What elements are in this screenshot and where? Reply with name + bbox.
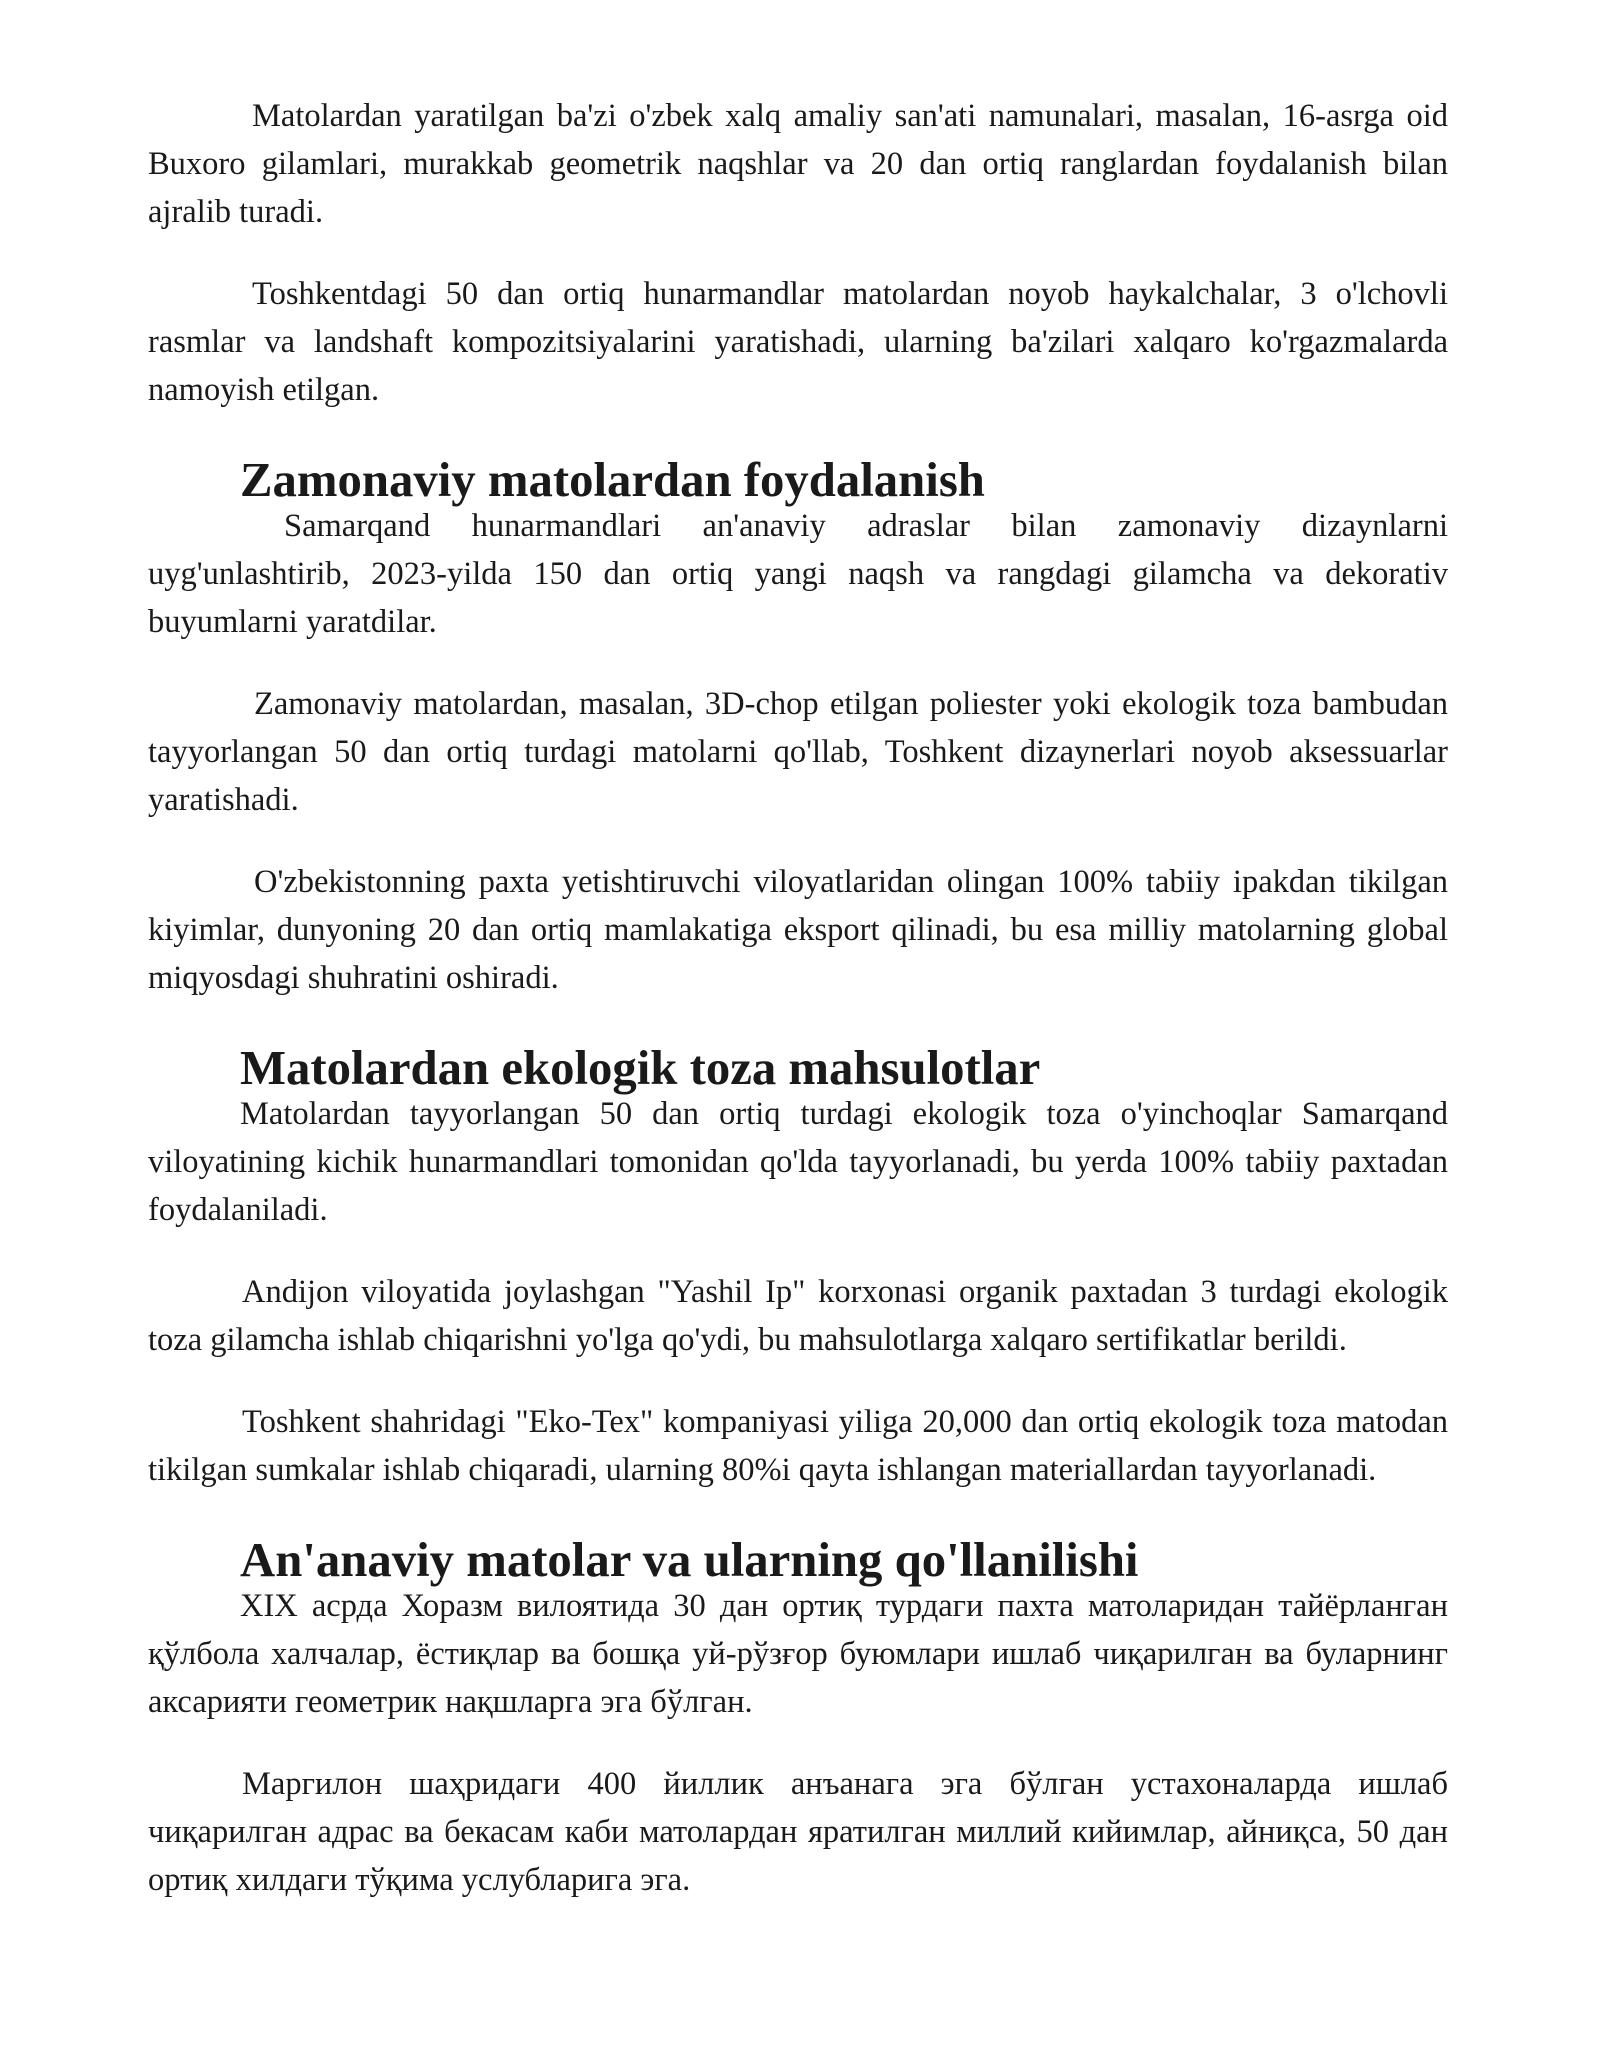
section-heading-eco-products: Matolardan ekologik toza mahsulotlar [240, 1041, 1041, 1095]
paragraph-eko-tex: Toshkent shahridagi "Eko-Tex" kompaniyasi yiliga 20,000 dan ortiq ekologik toza matodan tikilgan sumkalar ishlab chiqaradi, ularning 80%i qayta ishlangan materiallardan tayyorlanadi. [148, 1404, 1448, 1488]
paragraph-khorezm-textiles: XIX асрда Хоразм вилоятида 30 дан ортиқ турдаги пахта матоларидан тайёрланган қўлбола халчалар, ёстиқлар ва бошқа уй-рўзғор буюмлари ишлаб чиқарилган ва буларнинг аксарияти геометрик нақшларга эга бўлган. [148, 1588, 1448, 1720]
paragraph-silk-export: O'zbekistonning paxta yetishtiruvchi viloyatlaridan olingan 100% tabiiy ipakdan tikilgan kiyimlar, dunyoning 20 dan ortiq mamlakatiga eksport qilinadi, bu esa milliy matolarning global miqyosdagi shuhratini oshiradi. [148, 864, 1448, 996]
paragraph-eco-toys: Matolardan tayyorlangan 50 dan ortiq turdagi ekologik toza o'yinchoqlar Samarqand viloyatining kichik hunarmandlari tomonidan qo'lda tayyorlanadi, bu yerda 100% tabiiy paxtadan foydalaniladi. [148, 1096, 1448, 1228]
paragraph-yashil-ip: Andijon viloyatida joylashgan "Yashil Ip" korxonasi organik paxtadan 3 turdagi ekologik toza gilamcha ishlab chiqarishni yo'lga qo'ydi, bu mahsulotlarga xalqaro sertifikatlar berildi. [148, 1274, 1448, 1358]
paragraph-margilan-workshops: Маргилон шаҳридаги 400 йиллик анъанага эга бўлган устахоналарда ишлаб чиқарилган адрас ва бекасам каби матолардан яратилган миллий кийимлар, айниқса, 50 дан ортиқ хилдаги тўқима услубларига эга. [148, 1766, 1448, 1898]
section-modern-fabrics [148, 453, 1448, 1002]
document-page [148, 92, 1448, 1938]
paragraph-3d-printed-fabrics: Zamonaviy matolardan, masalan, 3D-chop etilgan poliester yoki ekologik toza bambudan tayyorlangan 50 dan ortiq turdagi matolarni qo'llab, Toshkent dizaynerlari noyob aksessuarlar yaratishadi. [148, 686, 1448, 818]
paragraph-samarkand-adras: Samarqand hunarmandlari an'anaviy adraslar bilan zamonaviy dizaynlarni uyg'unlashtirib, 2023-yilda 150 dan ortiq yangi naqsh va rangdagi gilamcha va dekorativ buyumlarni yaratdilar. [148, 508, 1448, 640]
section-heading-traditional-fabrics: An'anaviy matolar va ularning qo'llanilishi [240, 1533, 1139, 1587]
paragraph-bukhara-carpets: Matolardan yaratilgan ba'zi o'zbek xalq amaliy san'ati namunalari, masalan, 16-asrga oid Buxoro gilamlari, murakkab geometrik naqshlar va 20 dan ortiq ranglardan foydalanish bilan ajralib turadi. [148, 98, 1448, 230]
section-eco-products [148, 1041, 1448, 1494]
section-traditional-fabrics [148, 1533, 1448, 1904]
paragraph-tashkent-artisans: Toshkentdagi 50 dan ortiq hunarmandlar matolardan noyob haykalchalar, 3 o'lchovli rasmlar va landshaft kompozitsiyalarini yaratishadi, ularning ba'zilari xalqaro ko'rgazmalarda namoyish etilgan. [148, 276, 1448, 408]
section-heading-modern-fabrics: Zamonaviy matolardan foydalanish [240, 453, 985, 507]
